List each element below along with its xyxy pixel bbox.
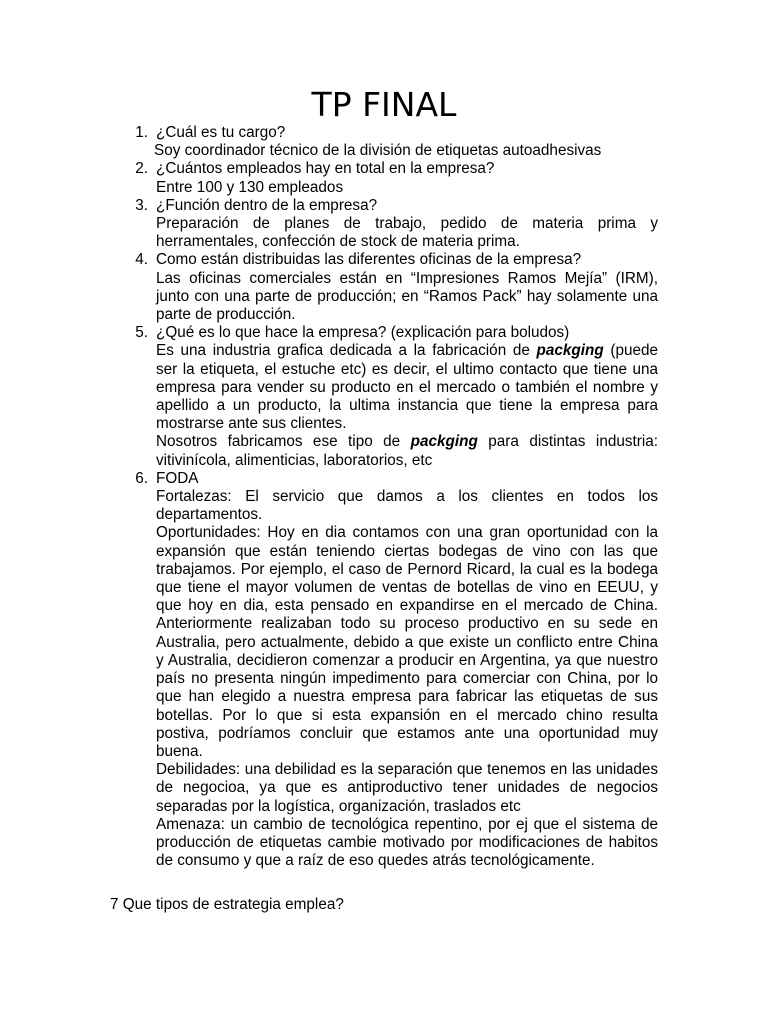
question-text: ¿Qué es lo que hace la empresa? (explicación para boludos) bbox=[156, 324, 570, 342]
foda-strengths-paragraph: Fortalezas: El servicio que damos a los clientes en todos los departamentos. bbox=[156, 488, 658, 524]
answer-paragraph: Las oficinas comerciales están en “Impresiones Ramos Mejía” (IRM), junto con una parte de producción; en “Ramos Pack” hay solamente una parte de producción. bbox=[156, 269, 658, 324]
question-text: ¿Cuál es tu cargo? bbox=[156, 124, 286, 141]
question-number: 5. bbox=[135, 324, 148, 342]
foda-opportunities-paragraph: Oportunidades: Hoy en dia contamos con una gran oportunidad con la expansión que están teniendo ciertas bodegas de vino con las que trabajamos. Por ejemplo, el caso de Pernord Ricard, la cual es la bodega que tiene el mayor volumen de ventas de botellas de vino en EEUU, y que hoy en dia, esta pensado en expandirse en el mercado de China. Anteriormente realizaban todo su proceso productivo en su sede en Australia, pero actualmente, debido a que existe un conflicto entre China y Australia, decidieron comenzar a producir en Argentina, ya que nuestro país no presenta ningún impedimento para comerciar con China, por lo que han elegido a nuestra empresa para fabricar las etiquetas de sus botellas. Por lo que si esta expansión en el mercado chino resulta postiva, podríamos concluir que estamos ante una oportunidad muy buena. bbox=[156, 524, 658, 760]
question-text: ¿Cuántos empleados hay en total en la empresa? bbox=[156, 160, 495, 178]
answer-text-before: Nosotros fabricamos ese tipo de bbox=[156, 433, 411, 451]
question-number: 1. bbox=[135, 124, 148, 141]
question-list bbox=[135, 124, 658, 870]
question-text: FODA bbox=[156, 469, 199, 487]
answer-paragraph: Entre 100 y 130 empleados bbox=[156, 178, 344, 196]
question-item-2 bbox=[135, 160, 658, 196]
answer-paragraph: Preparación de planes de trabajo, pedido de materia prima y herramentales, confección de stock de materia prima. bbox=[156, 215, 658, 251]
trailing-question: 7 Que tipos de estrategia emplea? bbox=[110, 896, 344, 913]
question-item-1 bbox=[135, 124, 658, 160]
question-number: 3. bbox=[135, 196, 148, 214]
foda-weaknesses-paragraph: Debilidades: una debilidad es la separación que tenemos en las unidades de negocioa, ya que es antiproductivo tener unidades de negocios separadas por la logística, organización, traslados etc bbox=[156, 761, 658, 815]
foda-threats-paragraph: Amenaza: un cambio de tecnológica repentino, por ej que el sistema de producción de etiquetas cambie motivado por modificaciones de habitos de consumo y que a raíz de eso quedes atrás tecnológicamente. bbox=[156, 815, 658, 870]
answer-paragraph bbox=[156, 433, 658, 469]
question-item-3 bbox=[135, 196, 658, 252]
answer-text-before: Es una industria grafica dedicada a la fabricación de bbox=[156, 342, 537, 360]
question-number: 4. bbox=[135, 251, 148, 269]
question-text: ¿Función dentro de la empresa? bbox=[156, 196, 378, 214]
answer-text-after: para distintas industria: vitivinícola, alimenticias, laboratorios, etc bbox=[156, 433, 658, 469]
question-text: Como están distribuidas las diferentes oficinas de la empresa? bbox=[156, 251, 582, 269]
answer-paragraph bbox=[156, 342, 658, 433]
answer-text-after: (puede ser la etiqueta, el estuche etc) es decir, el ultimo contacto que tiene una empresa para vender su producto en el mercado o también el nombre y apellido a un producto, la ultima instancia que tiene la empresa para mostrarse ante sus clientes. bbox=[156, 342, 658, 433]
document-title: TP FINAL bbox=[311, 85, 457, 124]
answer-paragraph: Soy coordinador técnico de la división de etiquetas autoadhesivas bbox=[154, 142, 602, 160]
question-number: 2. bbox=[135, 160, 148, 178]
question-item-5 bbox=[135, 324, 658, 470]
question-item-6 bbox=[135, 469, 658, 870]
question-item-4 bbox=[135, 251, 658, 324]
emphasized-term: packging bbox=[410, 433, 478, 451]
emphasized-term: packging bbox=[536, 342, 604, 360]
question-number: 6. bbox=[135, 469, 148, 487]
